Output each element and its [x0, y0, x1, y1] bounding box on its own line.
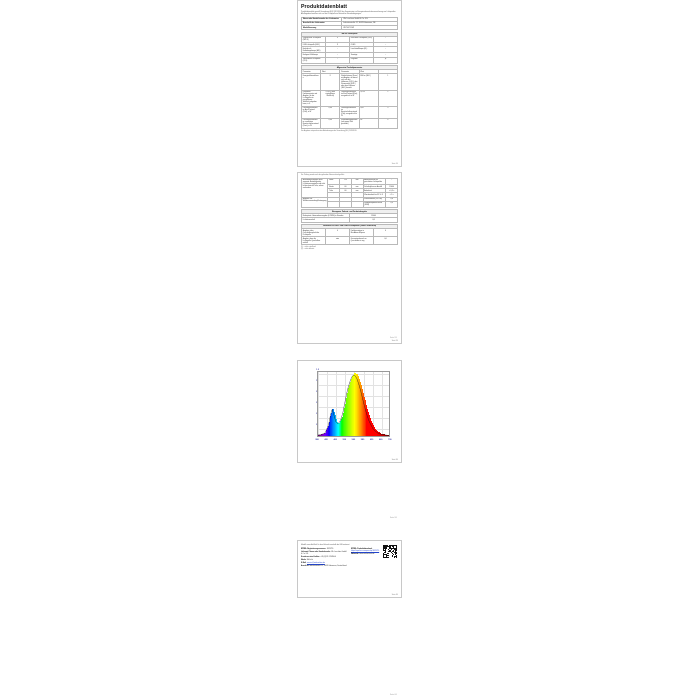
mercury-total-value: 0,0 — [374, 237, 398, 245]
page-number: Seite 2/4 — [391, 340, 398, 342]
page2-intro: Die Prüfung wurde nach den geltenden Normen durchgeführt. — [301, 174, 345, 176]
beam-angle-value: – — [386, 178, 398, 184]
type-ndls-value: X — [326, 36, 350, 42]
table-row — [302, 26, 398, 30]
param-flux-label: Nutzlichtstrom (Φuse) mit Angabe, ob dieser sich auf den Halbraum (120°), den Raumwinkel (180°) oder den Vollraum (360°) bezieht — [341, 74, 358, 89]
section-lumen-label: Bezogener Farbort- und Farbwiedergabe — [302, 210, 398, 214]
page-title: Produktdatenblatt — [301, 3, 348, 10]
table-row — [302, 106, 398, 118]
section-params-label: Allgemeine Produktparameter — [302, 65, 398, 69]
type-fl-label: Leuchtstofflampe (FL) — [350, 47, 374, 53]
x-tick-4: 540 — [351, 439, 356, 441]
eprel-db-row: EPREL-Produktdatenbank: https://eprel.ec.europa.eu/qr/1823795 — [351, 547, 380, 553]
supplier-table — [301, 17, 398, 31]
brand-value: WirLicht — [306, 559, 313, 562]
dimensions-table — [301, 178, 398, 208]
dim-depth-unit: mm — [351, 189, 363, 193]
param-eec-label: Energieeffizienzklasse — [302, 74, 321, 90]
eprel-number-row: EPREL-Registrierungsnummer: 1823795 — [301, 547, 334, 550]
table-row — [302, 74, 398, 90]
svm-value: 0,4 — [386, 201, 398, 207]
type-dls-value: – — [374, 36, 398, 42]
supplier-address-label: Anschrift des Lieferanten — [302, 21, 342, 25]
supplier-address-value: Industriestraße 12, 30419 Hannover, DE — [342, 21, 398, 25]
supplier-row: Lieferant / Name oder Handelsmarke: Wir Leuchten GmbH & Co. KG — [301, 550, 347, 556]
startup-time-label: Anlaufzeit — [363, 189, 386, 193]
x-tick-8: 700 — [388, 439, 392, 441]
svm-spacer-c — [351, 201, 363, 207]
param-pon-value: 9,0 W — [359, 90, 378, 106]
supplier-value: Wir Leuchten GmbH & Co. KG — [301, 550, 347, 556]
spectrum-bar — [389, 435, 390, 436]
section-mercury-label: Parameter für LED- und OLED-Lichtquellen (sofern zutreffend) — [302, 224, 398, 228]
datasheet-page-2 — [297, 172, 402, 344]
param-poff-label: Leistungsaufnahme im Aus-Zustand (Poff), in W — [302, 106, 321, 118]
type-led-value: X — [326, 43, 350, 47]
hotline-row: Kundenservice-Hotline: +49 (0)511 123456-0 — [301, 556, 337, 559]
param-psb-label: Leistungsaufnahme im Bereitschaftszustand (Psb), ausgedrückt in W — [341, 107, 358, 118]
email-label: E-Mail — [301, 562, 306, 565]
beam-angle-label: Abstrahlwinkel bei gerichteten Lichtquellen — [363, 178, 386, 184]
type-hid-value: – — [326, 47, 350, 53]
intro-line-2: Alle Angaben beziehen sich auf die Lichtquelle im Betrieb bei Nennbedingungen. — [301, 12, 362, 15]
type-halogen-label: Halogen-Glühlampe — [302, 53, 326, 57]
supplier-name-value: Wir Leuchten GmbH & Co. KG — [342, 17, 398, 21]
spectral-chart — [307, 369, 394, 451]
intro-line-1: Produktdatenblatt gemäß Verordnung (EU) 2019/2020 der Kommission zur Energieverbrauchskennzeichnung von Lichtquellen — [301, 10, 396, 13]
color-consistency-label: Farbkonsistenz in MacAdam-Ellipsen — [350, 229, 374, 237]
type-led-label: LED-Lichtquelle (LED) — [302, 43, 326, 47]
eprel-number-value: 1823795 — [326, 547, 334, 550]
table-row — [302, 237, 398, 245]
footnote-2: (2) – nicht definiert — [301, 249, 315, 250]
param-cct-value: 2700 K (kein einstellbares Weißlicht) — [321, 90, 340, 106]
param-note-3: 3 — [378, 106, 397, 118]
x-tick-6: 620 — [369, 439, 374, 441]
spectral-curve — [318, 372, 389, 436]
switch-cycles-value: 15000 — [386, 184, 398, 188]
param-cri-value: 80 — [359, 118, 378, 128]
section-general-label: Art der Lichtquelle — [302, 32, 398, 36]
table-row — [302, 218, 398, 222]
dim-height-value: 110 — [340, 178, 352, 184]
warmup-time-label: Warmlaufzeit bis 95 % Φ — [363, 193, 386, 197]
dim-depth-value: 60 — [340, 189, 352, 193]
page-number-outside-3: Seite 3/4 — [390, 517, 397, 519]
type-dimmable-value: ja — [374, 57, 398, 63]
type-halogen-value: – — [326, 53, 350, 57]
lumen-maintenance-label: Lichtstromerhalt — [302, 218, 350, 222]
dim-height-label: Höhe — [328, 178, 340, 184]
x-tick-2: 460 — [333, 439, 337, 441]
lumen-maintenance-table — [301, 209, 398, 223]
dim-depth-label: Tiefe — [328, 189, 340, 193]
param-psb-value: 0,00 — [359, 106, 378, 118]
col-value-2: Wert — [359, 70, 378, 74]
intro-block — [298, 11, 401, 16]
col-parameter-1: Parameter — [302, 70, 321, 74]
website-value: www.wirleuchten.de — [359, 553, 375, 556]
mercury-contains-label: Angabe, dass die Lichtquelle Quecksilber enthält — [302, 237, 326, 245]
page2-footnotes — [298, 245, 401, 251]
warmup-time-value: < 2 s — [386, 193, 398, 197]
general-parameters-table — [301, 65, 398, 129]
param-poff-value: 0,00 — [321, 106, 340, 118]
eprel-db-link[interactable]: https://eprel.ec.europa.eu/qr/1823795 — [351, 550, 380, 553]
x-tick-7: 660 — [378, 439, 383, 441]
x-tick-3: 500 — [342, 439, 347, 441]
type-cls-value: – — [326, 57, 350, 63]
dim-width-label: Breite — [328, 184, 340, 188]
x-tick-1: 420 — [324, 439, 328, 441]
lifetime-value: 15000 — [350, 214, 398, 218]
datasheet-page-1 — [297, 0, 402, 167]
model-id-value: WLT-E27-9W — [342, 26, 398, 30]
mercury-content-label: Angaben über Quecksilbergehalt der Lichtquelle — [302, 229, 326, 237]
param-pnet-value: 0,00 — [321, 118, 340, 128]
svm-spacer-b — [340, 201, 352, 207]
type-dls-label: Gerichtete Lichtquelle (DLS) — [350, 36, 374, 42]
type-dimmable-label: Regelbar — [350, 57, 374, 63]
param-cct-label: Korrelierte Farbtemperatur mit Angabe, ob die Lichtquelle ein einstellbares Weißlicht abgeben kann, in K — [302, 90, 321, 106]
hotline-label: Kundenservice-Hotline — [301, 556, 320, 559]
datasheet-page-4-contact — [297, 540, 402, 598]
flicker-label: Flimmermetrik (Pst LM) — [363, 197, 386, 201]
param-note-1: 1 — [378, 74, 397, 90]
param-note-4: 4 — [378, 118, 397, 128]
eprel-number-label: EPREL-Registrierungsnummer — [301, 547, 326, 550]
page-number: Seite 3/4 — [391, 459, 398, 461]
mercury-table — [301, 224, 398, 246]
hotline-value: +49 (0)511 123456-0 — [320, 556, 337, 559]
eu-notice: Modell ausschließlich für den Verkauf innerhalb der EU bestimmt — [301, 543, 350, 546]
brand-row: Marke: WirLicht — [301, 559, 313, 562]
startup-time-value: < 0,5 s — [386, 189, 398, 193]
mercury-total-label: Gesamtverbrauch an Quecksilber in mg — [350, 237, 374, 245]
disposal-label: Angaben zur Wiederverwendung/Entsorgung — [302, 197, 328, 207]
param-pnet-label: Leistungsaufnahme im vernetzten Bereitschaftszustand (Pnet), in W — [302, 118, 321, 128]
lumen-maintenance-value: 0,8 — [350, 218, 398, 222]
flicker-value: 0,8 — [386, 197, 398, 201]
type-other-value: – — [374, 53, 398, 57]
table-row — [302, 118, 398, 128]
type-ndls-label: Ungerichtete Lichtquelle (NDLS) — [302, 36, 326, 42]
table-row — [302, 90, 398, 106]
dimensions-label: Außenabmessungen ohne separate Betriebsgeräte, Lichtsteuerungsteile und nicht lichttechnische Teile, sofern vorhanden — [302, 178, 328, 197]
brand-label: Marke — [301, 559, 306, 562]
lifetime-label: Behauptete Lebensdauerangabe (L70B50) in Stunden — [302, 214, 350, 218]
type-fl-value: – — [374, 47, 398, 53]
qr-code[interactable] — [383, 545, 397, 559]
supplier-label: Lieferant / Name oder Handelsmarke — [301, 550, 331, 553]
address-value: Industriestraße 12, 30419 Hannover, Deutschland — [309, 565, 347, 568]
email-row: E-Mail: service@wirleuchten.de — [301, 562, 325, 565]
chart-plot-area — [317, 371, 390, 437]
type-other-label: Sonstige — [350, 53, 374, 57]
page-number: Seite 1/4 — [391, 163, 398, 165]
y-tick-0: 1.2 — [316, 369, 319, 371]
type-hid-label: Hochdruck-Entladungslampe (HID) — [302, 47, 326, 53]
address-row: Anschrift: Industriestraße 12, 30419 Hannover, Deutschland — [301, 565, 347, 568]
color-consistency-value: 6 — [374, 229, 398, 237]
page1-footnote: Die Angaben entsprechen den Anforderungen der Verordnung (EU) 2019/2020. — [301, 130, 357, 132]
type-oled-value: – — [374, 43, 398, 47]
page-number: Seite 4/4 — [391, 594, 398, 596]
col-value-1: Wert — [321, 70, 340, 74]
table-row — [302, 229, 398, 237]
lightsource-type-table — [301, 32, 398, 64]
param-cri-label: Farbwiedergabeindex (auf ganze Zahl gerundet) — [340, 118, 359, 128]
type-cls-label: Verbundene Lichtquelle (CLS) — [302, 57, 326, 63]
contact-col-left — [301, 548, 348, 568]
param-pon-label: Leistungsaufnahme im Ein-Zustand (Pon), ausgedrückt in W — [340, 90, 359, 106]
email-link[interactable]: service@wirleuchten.de — [306, 562, 325, 565]
dim-height-unit: mm — [351, 178, 363, 184]
switch-cycles-label: Schaltzyklen vor Ausfall — [363, 184, 386, 188]
address-label: Anschrift — [301, 565, 309, 568]
param-eec-value: F — [321, 74, 340, 90]
mercury-content-value: 0 — [326, 229, 350, 237]
svm-label: Stroboskopeffekt-Metrik (SVM) — [363, 201, 386, 207]
param-note-2: 2 — [378, 90, 397, 106]
type-oled-label: OLED — [350, 43, 374, 47]
supplier-name-label: Name oder Handelsmarke des Lieferanten — [302, 17, 342, 21]
x-tick-0: 380 — [315, 439, 319, 441]
datasheet-page-3-chart — [297, 360, 402, 463]
x-tick-5: 580 — [360, 439, 365, 441]
eprel-db-label: EPREL-Produktdatenbank — [351, 547, 373, 550]
website-row: Webseite: www.wirleuchten.de — [351, 553, 375, 556]
footnote-1: (1) – nicht zutreffend — [301, 246, 316, 248]
page-number-outside-4: Seite 4/4 — [390, 694, 397, 696]
dim-width-unit: mm — [351, 184, 363, 188]
table-row — [302, 57, 398, 63]
param-flux-value: 806 lm (360°) — [359, 74, 378, 90]
page-number-outside-2: Seite 2/4 — [390, 337, 397, 339]
mercury-contains-value: nein — [326, 237, 350, 245]
svm-spacer-a — [328, 201, 340, 207]
website-label: Webseite — [351, 553, 359, 556]
col-parameter-2: Parameter — [340, 70, 359, 74]
dim-width-value: 60 — [340, 184, 352, 188]
model-id-label: Modellkennung — [302, 26, 342, 30]
